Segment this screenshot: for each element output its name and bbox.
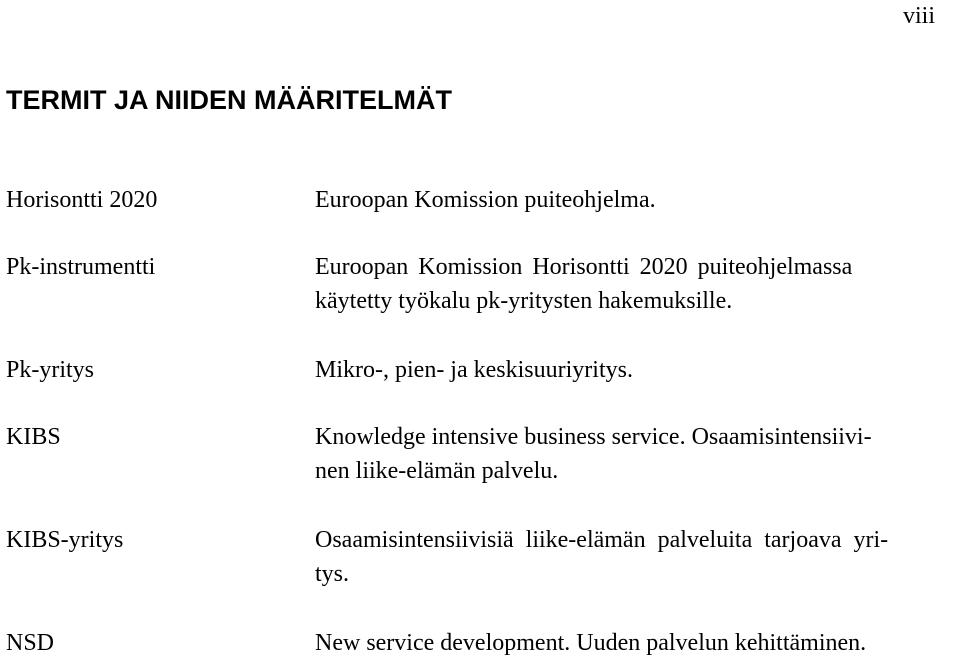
definition-line: nen liike-elämän palvelu. <box>315 458 559 484</box>
page-title: TERMIT JA NIIDEN MÄÄRITELMÄT <box>6 85 452 115</box>
term-definition <box>315 523 888 591</box>
term-name: Pk-yritys <box>6 357 95 383</box>
definition-line: Euroopan Komission puiteohjelma. <box>315 187 656 213</box>
term-name: KIBS-yritys <box>6 527 124 553</box>
definition-line: tys. <box>315 561 350 587</box>
definition-line: Osaamisintensiivisiä liike-elämän palveluita tarjoava yri- <box>315 527 889 553</box>
definition-line: Knowledge intensive business service. Osaamisintensiivi- <box>315 424 872 450</box>
term-definition <box>315 183 656 217</box>
definition-line: käytetty työkalu pk-yritysten hakemuksille. <box>315 288 733 314</box>
definition-line: New service development. Uuden palvelun kehittäminen. <box>315 630 867 656</box>
term-definition <box>315 626 866 660</box>
definition-line: Mikro-, pien- ja keskisuuriyritys. <box>315 357 633 383</box>
definition-line: Euroopan Komission Horisontti 2020 puiteohjelmassa <box>315 254 853 280</box>
term-name: KIBS <box>6 424 61 450</box>
page-number: viii <box>902 3 935 29</box>
term-name: NSD <box>6 630 55 656</box>
term-definition <box>315 353 633 387</box>
term-definition <box>315 420 872 488</box>
term-name: Horisontti 2020 <box>6 187 158 213</box>
term-definition <box>315 250 852 318</box>
term-name: Pk-instrumentti <box>6 254 156 280</box>
